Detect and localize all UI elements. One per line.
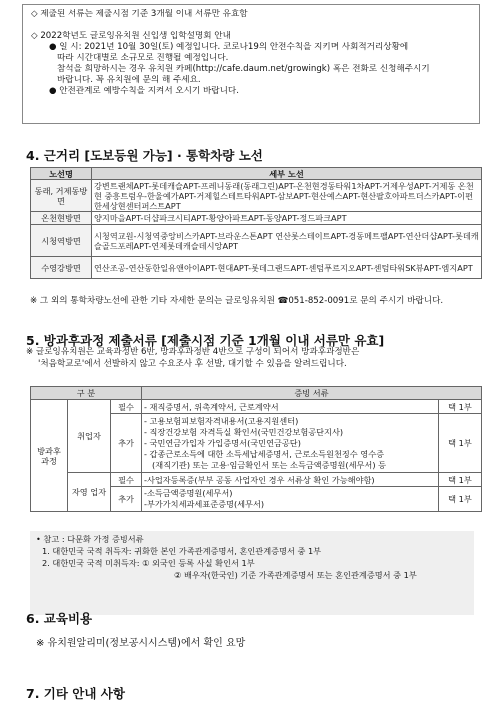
section-5-note: ※ 글로잉유치원은 교육과정반 6반, 방과후과정반 4반으로 구성이 되어서 방과후과정반은 (26, 347, 360, 357)
notice-line: ◇ 2022학년도 글로잉유치원 신입생 입학설명회 안내 (31, 31, 231, 41)
qty-cell: 택 1부 (439, 487, 482, 512)
notice-line: ● 안전관계로 예방수칙을 지켜서 오시기 바랍니다. (49, 86, 239, 96)
notice-line: 바랍니다. 꼭 유치원에 문의 해 주세요. (57, 75, 201, 85)
additional-label: 추가 (111, 414, 142, 473)
notice-box (22, 4, 480, 124)
doc-line: -소득금액증명원(세무서) (144, 488, 233, 498)
required-label: 필수 (111, 473, 142, 487)
notice-line: ● 일 시: 2021년 10월 30일(토) 예정입니다. 코로나19의 안전수칙을 지키며 사회적거리상황에 (49, 42, 409, 52)
section-5-note: '처음학교로'에서 선발하지 않고 수요조사 후 선발, 대기할 수 있음을 알려드립니다. (38, 359, 347, 369)
table-row (31, 225, 482, 257)
qty-cell: 택 1부 (439, 473, 482, 487)
qty-cell: 택 1부 (439, 414, 482, 473)
doc-cell (142, 487, 439, 512)
doc-cell: -사업자등록증(부부 공동 사업자인 경우 서류상 확인 가능해야함) (142, 473, 439, 487)
table-row (31, 257, 482, 279)
header-route-detail: 세부 노선 (92, 168, 482, 180)
notice-line: ◇ 제출된 서류는 제출시점 기준 3개월 이내 서류만 유효함 (31, 9, 248, 19)
doc-line: -부가가치세과세표준증명(세무서) (144, 499, 265, 509)
doc-line: - 직장건강보험 자격득실 확인서(국민건강보험공단지사) (144, 426, 344, 437)
table-row (31, 212, 482, 225)
section-6-title: 6. 교육비용 (26, 611, 93, 626)
required-label: 필수 (111, 400, 142, 414)
route-detail: 강변트랜체APT-롯데캐슬APT-프레니동래(동래그린)APT-온천현경동타워1차APT-거제우성APT-거제동 온천현 중흥트럼우-한울예가APT-거제힐스테트타워APT-삼보APT-현산예스APT-현산팔호아파트더스카APT-이편한세상현센터퍼스트APT (92, 180, 482, 212)
section-5-title: 5. 방과후과정 제출서류 [제출시점 기준 1개월 이내 서류만 유효] (26, 333, 385, 348)
route-name: 동래, 거제동방면 (31, 180, 92, 212)
ref-line: 2. 대한민국 국적 미취득자: ① 외국인 등록 사실 확인서 1부 (42, 558, 255, 568)
header-type: 구 분 (31, 387, 142, 400)
group-label: 방과후 과정 (31, 400, 68, 512)
route-detail: 시청역교원-시청역중앙비스카APT-브라운스톤APT 연산롯스테이트APT-경동메트팰APT-연산더샵APT-롯데캐슬골드포레APT-연제롯데캐슬데시앙APT (92, 225, 482, 257)
table-row (31, 180, 482, 212)
doc-cell (142, 414, 439, 473)
ref-line: 1. 대한민국 국적 취득자: 귀화한 본인 가족관계증명서, 혼인관계증명서 중 1부 (42, 546, 322, 556)
additional-label: 추가 (111, 487, 142, 512)
notice-line: 참석을 희망하시는 경우 유치원 카페(http://cafe.daum.net/growingk) 혹은 전화로 신청해주시기 (57, 64, 430, 74)
documents-table (30, 386, 482, 512)
route-detail: 연산조공-연산동한일유앤아이APT-현대APT-롯데그랜드APT-센텀푸르지오APT-센텀타워SK뷰APT-엠지APT (92, 257, 482, 279)
table-row (31, 400, 482, 414)
employed-label: 취업자 (68, 400, 111, 473)
route-name: 온천현방면 (31, 212, 92, 225)
section-6-text: ※ 유치원알리미(정보공시시스템)에서 확인 요망 (36, 638, 246, 649)
section-7-title: 7. 기타 안내 사항 (26, 686, 125, 701)
bus-route-table (30, 167, 482, 279)
doc-line: - 고용보험피보험자격내용서(고용지원센터) (144, 415, 299, 426)
doc-line: - 국민연금가입자 가입증명서(국민연금공단) (144, 437, 301, 448)
route-name: 시청역방면 (31, 225, 92, 257)
self-employed-label: 자영 업자 (68, 473, 111, 512)
doc-line: (재직기관) 또는 고용·임금확인서 또는 소득금액증명원(세무서) 등 (152, 459, 387, 470)
route-name: 수영강방면 (31, 257, 92, 279)
notice-line (31, 20, 471, 31)
ref-line: ② 배우자(한국인) 기준 가족관계증명서 또는 혼인관계증명서 중 1부 (174, 570, 417, 580)
doc-line: - 갑종근로소득에 대한 소득세납세증명서, 근로소득원천징수 영수증 (144, 448, 385, 459)
section-4-title: 4. 근거리 [도보등원 가능] · 통학차량 노선 (26, 148, 263, 163)
ref-line: • 참고 : 다문화 가정 증빙서류 (36, 534, 144, 544)
route-detail: 양지마을APT-더샵파크시티APT-황양아파트APT-동양APT-정드파크APT (92, 212, 482, 225)
route-note: ※ 그 외의 통학차량노선에 관한 기타 자세한 문의는 글로잉유치원 ☎051-852-0091로 문의 주시기 바랍니다. (30, 296, 444, 306)
header-documents: 증빙 서류 (142, 387, 482, 400)
header-route-name: 노선명 (31, 168, 92, 180)
qty-cell: 택 1부 (439, 400, 482, 414)
notice-line: 따라 시간대별로 소규모로 진행될 예정입니다. (57, 53, 229, 63)
doc-cell: - 재직증명서, 위촉계약서, 근로계약서 (142, 400, 439, 414)
table-row (31, 473, 482, 487)
multicultural-reference (30, 531, 474, 615)
